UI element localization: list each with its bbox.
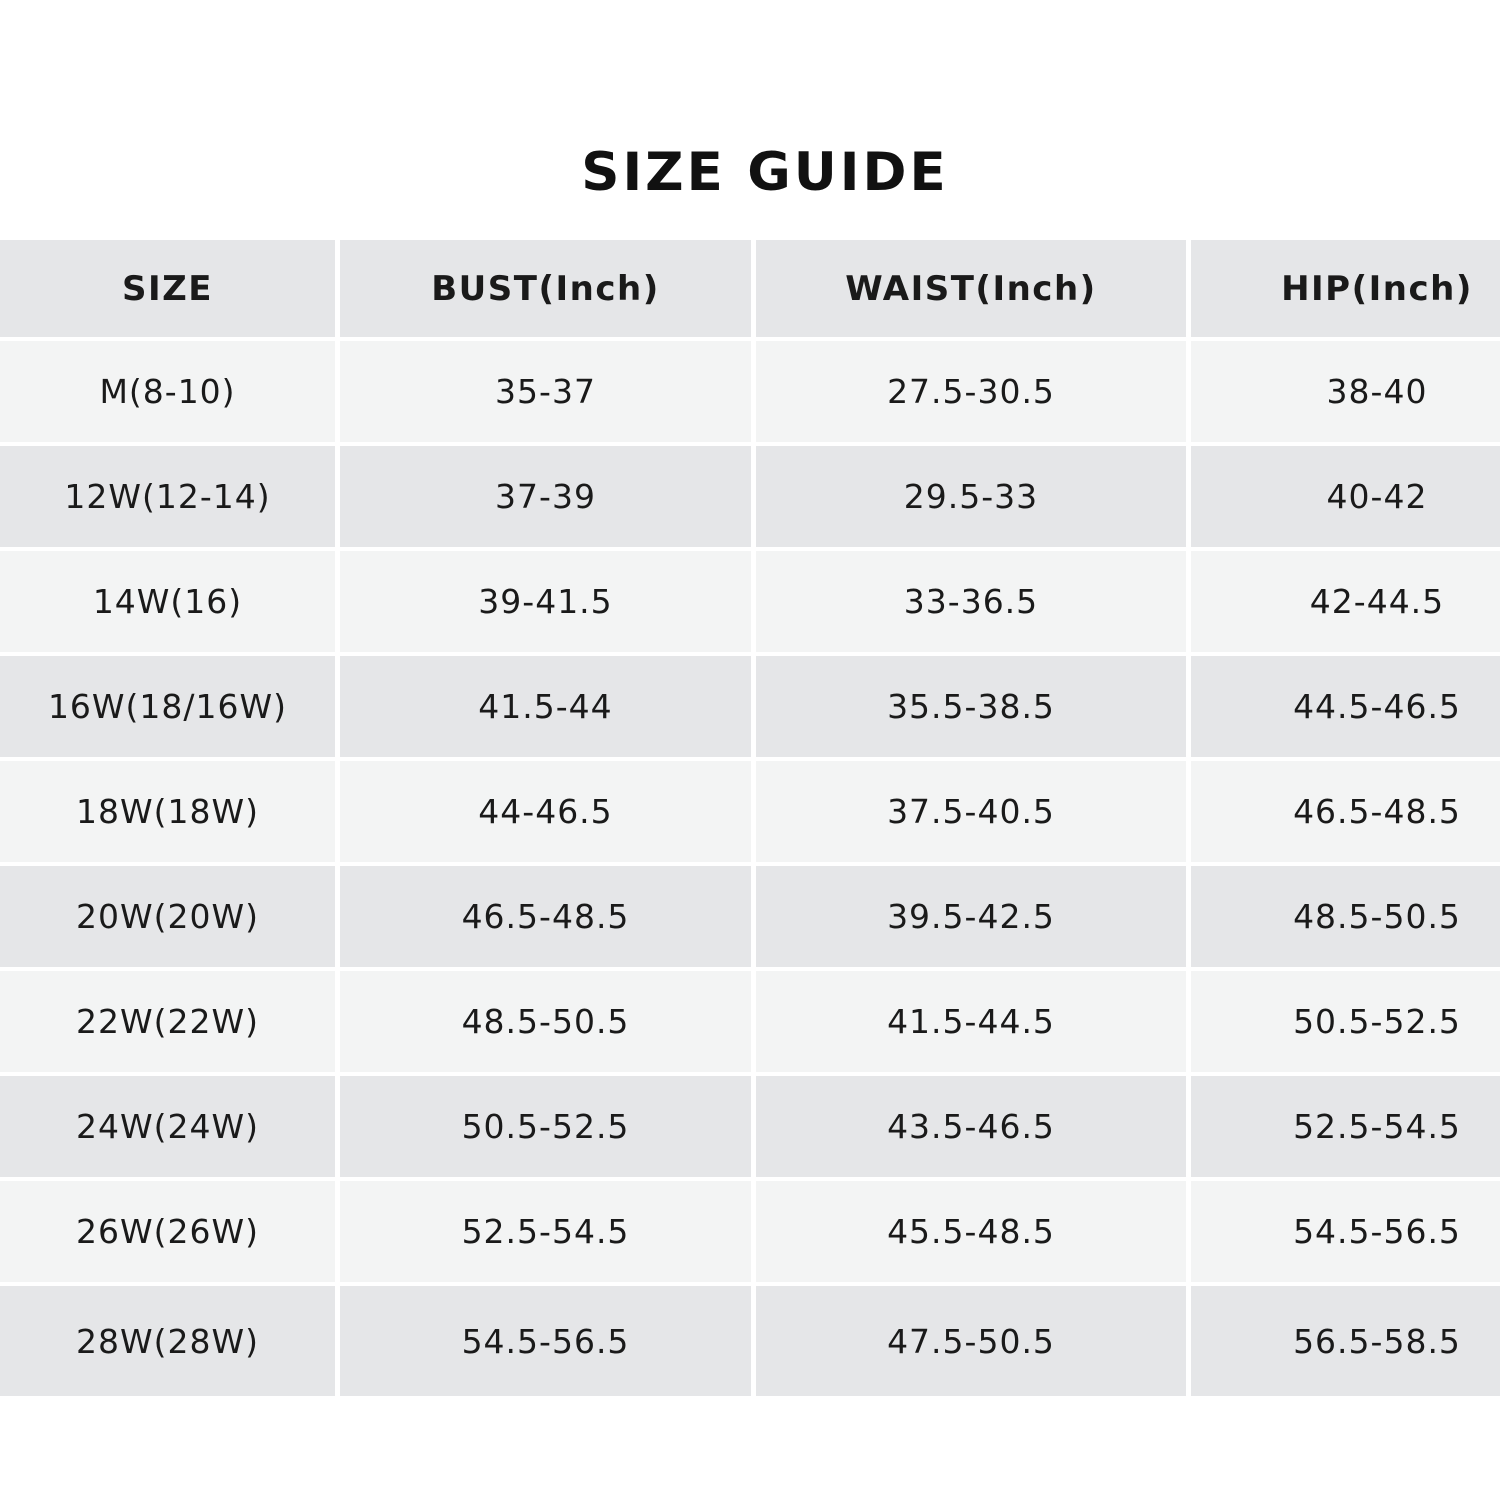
- hip-cell: 46.5-48.5: [1191, 761, 1500, 862]
- table-row: [0, 971, 1500, 1072]
- waist-cell: 41.5-44.5: [756, 971, 1186, 1072]
- size-cell: 24W(24W): [0, 1076, 335, 1177]
- bust-cell: 44-46.5: [340, 761, 751, 862]
- bust-cell: 35-37: [340, 341, 751, 442]
- header-waist: WAIST(Inch): [756, 240, 1186, 337]
- hip-cell: 56.5-58.5: [1191, 1286, 1500, 1396]
- bust-cell: 46.5-48.5: [340, 866, 751, 967]
- waist-cell: 45.5-48.5: [756, 1181, 1186, 1282]
- waist-cell: 27.5-30.5: [756, 341, 1186, 442]
- bust-cell: 50.5-52.5: [340, 1076, 751, 1177]
- table-row: [0, 866, 1500, 967]
- bust-cell: 41.5-44: [340, 656, 751, 757]
- hip-cell: 48.5-50.5: [1191, 866, 1500, 967]
- waist-cell: 33-36.5: [756, 551, 1186, 652]
- hip-cell: 44.5-46.5: [1191, 656, 1500, 757]
- size-cell: M(8-10): [0, 341, 335, 442]
- size-cell: 12W(12-14): [0, 446, 335, 547]
- size-cell: 14W(16): [0, 551, 335, 652]
- table-row: [0, 446, 1500, 547]
- hip-cell: 50.5-52.5: [1191, 971, 1500, 1072]
- page-title: SIZE GUIDE: [581, 142, 949, 203]
- size-cell: 18W(18W): [0, 761, 335, 862]
- table-row: [0, 761, 1500, 862]
- waist-cell: 43.5-46.5: [756, 1076, 1186, 1177]
- bust-cell: 54.5-56.5: [340, 1286, 751, 1396]
- bust-cell: 37-39: [340, 446, 751, 547]
- table-row: [0, 1286, 1500, 1396]
- table-row: [0, 1076, 1500, 1177]
- size-cell: 26W(26W): [0, 1181, 335, 1282]
- hip-cell: 52.5-54.5: [1191, 1076, 1500, 1177]
- header-bust: BUST(Inch): [340, 240, 751, 337]
- table-row: [0, 341, 1500, 442]
- hip-cell: 40-42: [1191, 446, 1500, 547]
- size-cell: 20W(20W): [0, 866, 335, 967]
- size-table: [0, 240, 1500, 1400]
- size-cell: 16W(18/16W): [0, 656, 335, 757]
- waist-cell: 35.5-38.5: [756, 656, 1186, 757]
- waist-cell: 37.5-40.5: [756, 761, 1186, 862]
- waist-cell: 47.5-50.5: [756, 1286, 1186, 1396]
- table-row: [0, 656, 1500, 757]
- bust-cell: 39-41.5: [340, 551, 751, 652]
- hip-cell: 38-40: [1191, 341, 1500, 442]
- bust-cell: 52.5-54.5: [340, 1181, 751, 1282]
- size-cell: 22W(22W): [0, 971, 335, 1072]
- table-row: [0, 551, 1500, 652]
- table-row: [0, 1181, 1500, 1282]
- waist-cell: 39.5-42.5: [756, 866, 1186, 967]
- size-cell: 28W(28W): [0, 1286, 335, 1396]
- header-size: SIZE: [0, 240, 335, 337]
- header-hip: HIP(Inch): [1191, 240, 1500, 337]
- table-header-row: [0, 240, 1500, 337]
- bust-cell: 48.5-50.5: [340, 971, 751, 1072]
- hip-cell: 42-44.5: [1191, 551, 1500, 652]
- waist-cell: 29.5-33: [756, 446, 1186, 547]
- hip-cell: 54.5-56.5: [1191, 1181, 1500, 1282]
